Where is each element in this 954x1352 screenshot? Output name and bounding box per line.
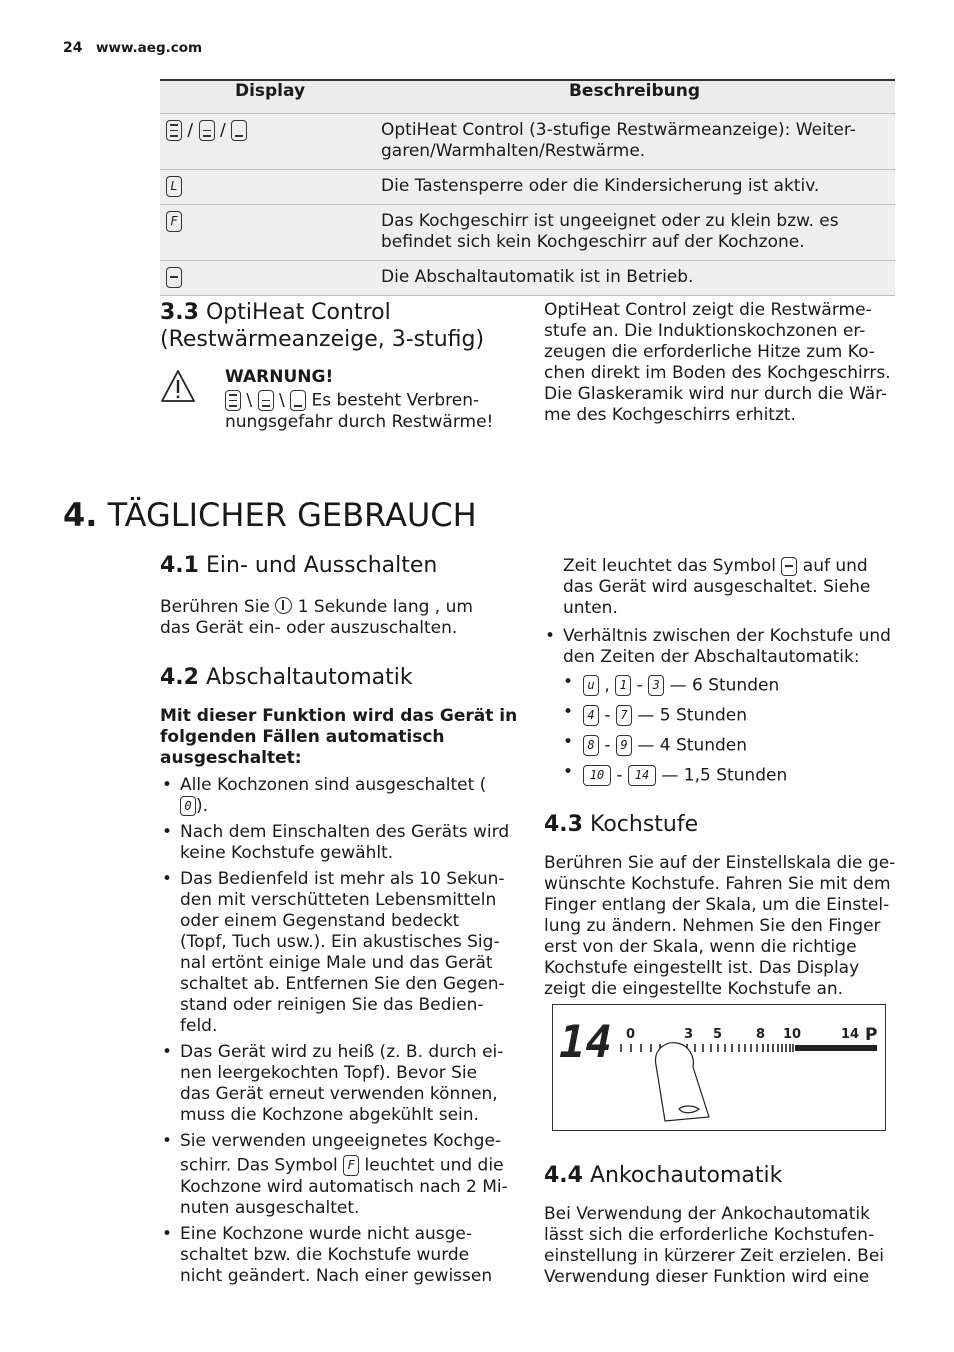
list-item: • Alle Kochzonen sind ausgeschaltet ( 0 ). <box>161 775 513 817</box>
list-item: • Verhältnis zwischen der Kochstufe und den Zeiten der Abschaltautomatik: <box>544 626 896 668</box>
tick-label: 14 <box>841 1027 860 1042</box>
seg-F-icon: F <box>343 1155 359 1176</box>
separator: / <box>187 120 194 141</box>
list-item: • u , 1 - 3 — 6 Stunden <box>563 672 780 696</box>
seg-u-icon: u <box>583 675 599 696</box>
warning-icon <box>160 369 196 403</box>
table-row <box>160 170 895 205</box>
seg-digit-icon: 10 <box>583 765 611 786</box>
scale-ticks <box>621 1044 793 1052</box>
seg-digit-icon: 14 <box>628 765 656 786</box>
seg-one-bar-icon <box>231 120 247 141</box>
col-header-display: Display <box>160 80 374 114</box>
tick-label: 0 <box>626 1027 636 1042</box>
table-cell-text: OptiHeat Control (3-stufige Restwärmeanzeige): Weiter-garen/Warmhalten/Restwärme. <box>374 114 895 170</box>
list-item: • Eine Kochzone wurde nicht ausge- schaltet bzw. die Kochstufe wurde nicht geändert. Nach einer gewissen <box>161 1224 513 1287</box>
level-display: 14 <box>559 1017 612 1068</box>
table-cell-text: Die Tastensperre oder die Kindersicherung ist aktiv. <box>374 170 895 205</box>
finger-icon <box>656 1043 709 1121</box>
table-row <box>160 260 895 295</box>
section-4-1-body: Berühren Sie 1 Sekunde lang , um das Gerät ein- oder auszuschalten. <box>160 597 473 638</box>
seg-two-bars-icon <box>258 390 274 411</box>
seg-one-bar-icon <box>290 390 306 411</box>
col-header-description: Beschreibung <box>374 80 895 114</box>
table-header-row <box>160 80 895 114</box>
shutoff-list <box>161 775 513 1287</box>
site-url: www.aeg.com <box>96 40 203 56</box>
table-row <box>160 114 895 170</box>
seg-three-bars-icon <box>225 390 241 411</box>
seg-digit-icon: 3 <box>648 675 664 696</box>
page-number: 24 <box>63 40 83 56</box>
separator: / <box>219 120 226 141</box>
section-4-3-title: 4.3 Kochstufe <box>544 812 699 837</box>
slider-illustration <box>553 1005 885 1130</box>
table-row <box>160 204 895 260</box>
list-item: • 8 - 9 — 4 Stunden <box>563 732 748 756</box>
seg-three-bars-icon <box>166 120 182 141</box>
seg-dash-icon <box>781 557 797 576</box>
seg-digit-icon: 4 <box>583 705 599 726</box>
table-cell-text: Das Kochgeschirr ist ungeeignet oder zu klein bzw. es befindet sich kein Kochgeschirr auf der Kochzone. <box>374 204 895 260</box>
seg-digit-icon: 1 <box>615 675 631 696</box>
tick-label: 3 <box>684 1027 694 1042</box>
section-4-4-body: Bei Verwendung der Ankochautomatik lässt sich die erforderliche Kochstufen- einstellung in kürzerer Zeit erzielen. Bei Verwendung dieser Funktion wird eine <box>544 1204 885 1287</box>
scale-bar <box>795 1045 877 1051</box>
seg-two-bars-icon <box>199 120 215 141</box>
list-item: • Das Gerät wird zu heiß (z. B. durch ei- nen leergekochten Topf). Bevor Sie das Gerät erneut verwenden können, muss die Kochzone abgekühlt sein. <box>161 1042 513 1126</box>
level-time-list <box>563 672 788 795</box>
seg-dash-icon <box>166 267 182 288</box>
table-cell-text: Die Abschaltautomatik ist in Betrieb. <box>374 260 895 295</box>
warning-text: \ \ Es besteht Verbren- nungsgefahr durch Restwärme! <box>225 390 494 432</box>
tick-label: 10 <box>783 1027 802 1042</box>
list-item: • 4 - 7 — 5 Stunden <box>563 702 748 726</box>
seg-zero-icon: 0 <box>180 796 196 816</box>
tick-label: 5 <box>713 1027 723 1042</box>
seg-F-icon: F <box>166 211 182 232</box>
section-4-1-title: 4.1 Ein- und Ausschalten <box>160 553 438 578</box>
list-item: • 10 - 14 — 1,5 Stunden <box>563 762 788 786</box>
section-4-3-body: Berühren Sie auf der Einstellskala die ge- wünschte Kochstufe. Fahren Sie mit dem Finger entlang der Skala, um die Einstel- lung zu ändern. Nehmen Sie den Finger erst von der Skala, wenn die richtige Kochstufe eingestellt ist. Das Display zeigt die eingestellte Kochstufe an. <box>544 853 896 999</box>
seg-digit-icon: 9 <box>616 735 632 756</box>
list-item: • Nach dem Einschalten des Geräts wird keine Kochstufe gewählt. <box>161 822 513 864</box>
shutoff-continuation: Zeit leuchtet das Symbol auf und das Gerät wird ausgeschaltet. Siehe unten. <box>563 556 871 618</box>
section-3-3-body: OptiHeat Control zeigt die Restwärme- stufe an. Die Induktionskochzonen er- zeugen die erforderliche Hitze zum Ko- chen direkt im Boden des Kochgeschirrs. Die Glaskeramik wird nur durch die Wär- me des Kochgeschirrs erhitzt. <box>544 300 891 425</box>
warning-label: WARNUNG! <box>225 367 334 387</box>
section-4-4-title: 4.4 Ankochautomatik <box>544 1163 783 1188</box>
power-boost-label: P <box>865 1025 878 1045</box>
cooking-level-figure <box>552 1004 886 1131</box>
seg-digit-icon: 8 <box>583 735 599 756</box>
power-icon <box>275 597 292 614</box>
section-3-3-title: 3.3 OptiHeat Control (Restwärmeanzeige, 3-stufig) <box>160 300 485 352</box>
display-table <box>160 79 895 296</box>
ratio-list <box>544 626 896 668</box>
tick-label: 8 <box>756 1027 766 1042</box>
section-4-2-title: 4.2 Abschaltautomatik <box>160 665 413 690</box>
seg-digit-icon: 7 <box>616 705 632 726</box>
list-item: • Sie verwenden ungeeignetes Kochge- schirr. Das Symbol F leuchtet und die Kochzone wird automatisch nach 2 Mi- nuten ausgeschaltet. <box>161 1131 513 1219</box>
chapter-4-title: 4. TÄGLICHER GEBRAUCH <box>63 496 477 534</box>
seg-L-icon: L <box>166 176 182 197</box>
list-item: • Das Bedienfeld ist mehr als 10 Sekun- den mit verschütteten Lebensmitteln oder einem Gegenstand bedeckt (Topf, Tuch usw.). Ein akustisches Sig- nal ertönt einige Male und das Gerät schaltet ab. Entfernen Sie den Gegen- stand oder reinigen Sie das Bedien- feld. <box>161 869 513 1037</box>
section-4-2-lead: Mit dieser Funktion wird das Gerät in folgenden Fällen automatisch ausgeschaltet: <box>160 706 518 768</box>
